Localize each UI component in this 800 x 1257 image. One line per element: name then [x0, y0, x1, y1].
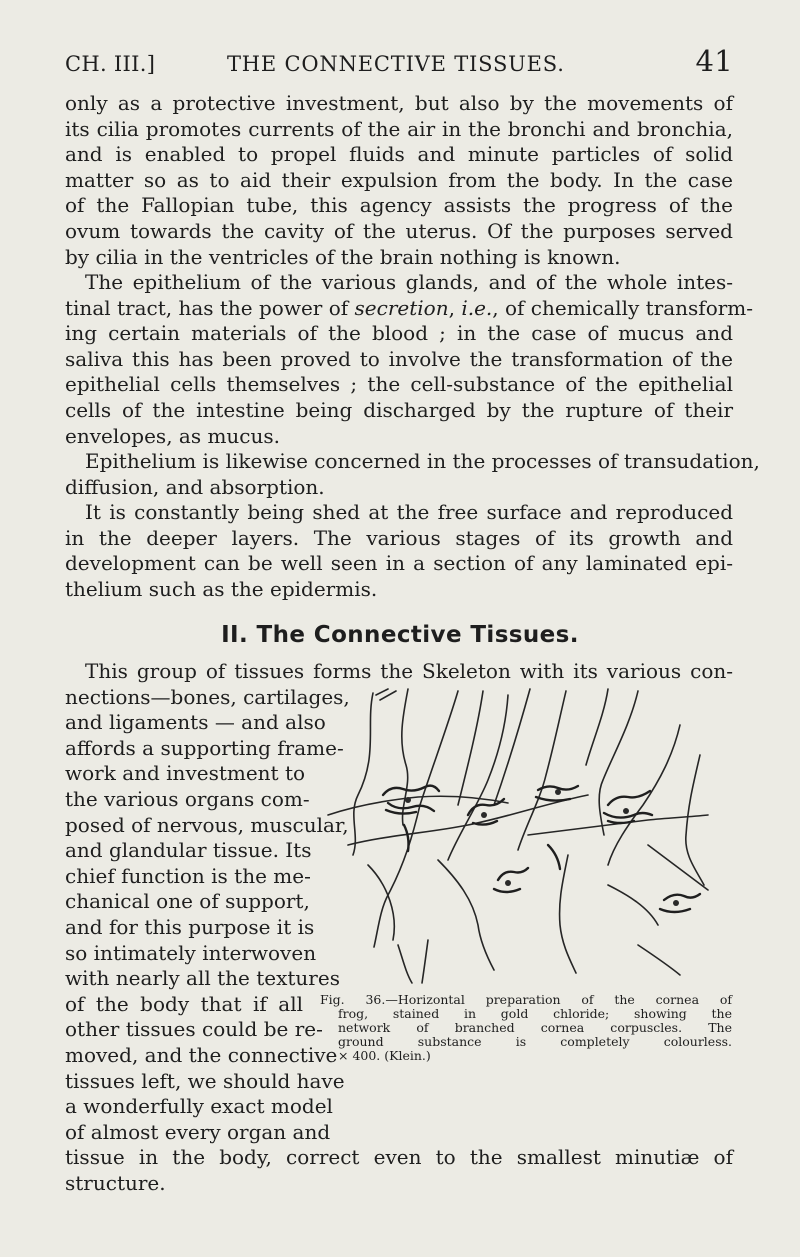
chapter-label: CH. III.] [65, 52, 156, 76]
text-line: ovum towards the cavity of the uterus. Of the purposes served [65, 218, 733, 243]
text-line: and glandular tissue. Its [65, 838, 312, 863]
text-line: This group of tissues forms the Skeleton with its various con- [85, 659, 733, 683]
text-line: work and investment to [65, 761, 306, 786]
paragraph-secretion [65, 270, 754, 449]
text-line: its cilia promotes currents of the air in the bronchi and bronchia, [65, 116, 733, 141]
paragraph-cilia [65, 91, 733, 270]
text-line: matter so as to aid their expulsion from the body. In the case [65, 167, 733, 192]
text-line: It is constantly being shed at the free surface and reproduced [85, 500, 733, 524]
text-line: with nearly all the textures [65, 966, 340, 991]
text-line: development can be well seen in a section of any laminated epi- [65, 551, 733, 576]
italic-term: i.e. [461, 295, 493, 320]
running-header [65, 44, 733, 84]
text-line: and for this purpose it is [65, 914, 315, 939]
text-line: of almost every organ and [65, 1119, 331, 1144]
text-line: other tissues could be re- [65, 1017, 323, 1042]
text-line: by cilia in the ventricles of the brain nothing is known. [65, 244, 621, 269]
text-line: of the body that if all [65, 991, 303, 1016]
caption-line: network of branched cornea corpuscles. The [338, 1020, 732, 1035]
section-heading: II. The Connective Tissues. [221, 622, 579, 648]
text-line: tissue in the body, correct even to the smallest minutiæ of [65, 1145, 733, 1170]
caption-line: frog, stained in gold chloride; showing the [338, 1006, 732, 1021]
text-line: and ligaments — and also [65, 710, 326, 735]
text-line: only as a protective investment, but also by the movements of [65, 91, 733, 115]
caption-line: Fig. 36.—Horizontal preparation of the cornea of [320, 992, 732, 1007]
caption-line: × 400. (Klein.) [338, 1048, 431, 1063]
text-line: structure. [65, 1170, 166, 1195]
running-title: THE CONNECTIVE TISSUES. [227, 52, 565, 76]
text-line: The epithelium of the various glands, and of the whole intes- [85, 270, 733, 294]
text-line: the various organs com- [65, 786, 310, 811]
text-line: chief function is the me- [65, 863, 311, 888]
text-line: ing certain materials of the blood ; in the case of mucus and [65, 321, 733, 346]
text-line: of the Fallopian tube, this agency assists the progress of the [65, 193, 733, 218]
text-line: saliva this has been proved to involve the transformation of the [65, 346, 733, 371]
text-line: tinal tract, has the power of secretion, i.e., of chemically transform- [65, 295, 754, 320]
text-line: affords a supporting frame- [65, 735, 344, 760]
paragraph-absorption [65, 449, 760, 500]
text-line: thelium such as the epidermis. [65, 576, 378, 601]
figure-caption [320, 993, 732, 1063]
text-line: Epithelium is likewise concerned in the processes of transudation, [85, 449, 760, 473]
text-line: a wonderfully exact model [65, 1094, 333, 1119]
text-line: tissues left, we should have [65, 1068, 345, 1093]
text-line: so intimately interwoven [65, 940, 317, 965]
text-line: posed of nervous, muscular, [65, 812, 349, 837]
text-line: epithelial cells themselves ; the cell-substance of the epithelial [65, 372, 733, 397]
paragraph-shedding [65, 500, 733, 602]
text-line: nections—bones, cartilages, [65, 684, 350, 709]
text-line: in the deeper layers. The various stages of its growth and [65, 525, 733, 550]
text-line: cells of the intestine being discharged by the rupture of their [65, 397, 733, 422]
text-line: chanical one of support, [65, 889, 310, 914]
caption-line: ground substance is completely colourless. [338, 1034, 732, 1049]
text-line: diffusion, and absorption. [65, 474, 325, 499]
cornea-corpuscles-figure [308, 685, 730, 990]
cornea-corpuscles-illustration [308, 685, 730, 990]
text-line: moved, and the connective [65, 1042, 338, 1067]
italic-term: secretion [354, 295, 449, 320]
text-line: envelopes, as mucus. [65, 423, 280, 448]
page-number: 41 [695, 44, 733, 78]
text-line: and is enabled to propel fluids and minute particles of solid [65, 142, 733, 167]
